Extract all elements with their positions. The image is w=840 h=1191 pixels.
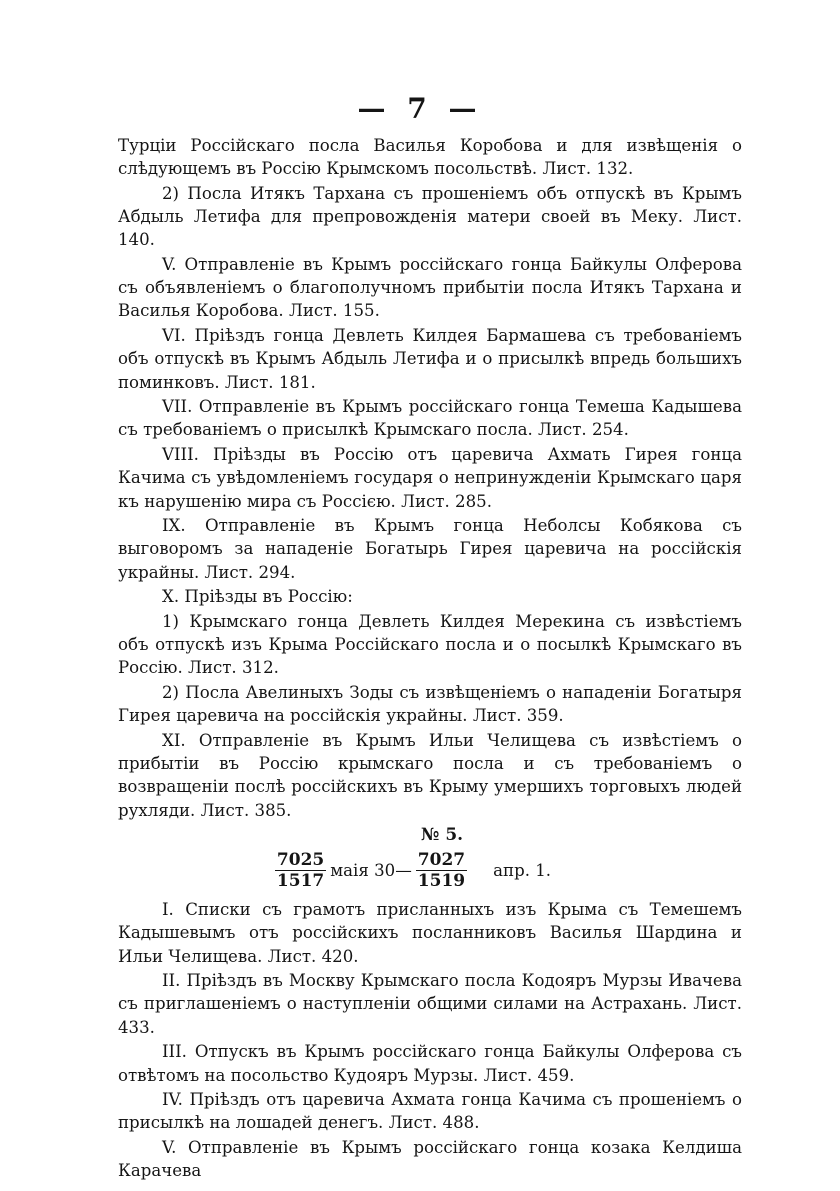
paragraph: III. Отпускъ въ Крымъ россійскаго гонца Байкулы Олферова съ отвѣтомъ на посольство Кудояръ Мурзы. Лист. 459. [118, 1042, 742, 1085]
end-year-fraction [416, 850, 467, 891]
start-date-text: маія 30— [330, 860, 412, 880]
end-year-new-style: 1519 [417, 871, 466, 892]
paragraph: VI. Пріѣздъ гонца Девлеть Килдея Бармашева съ требованіемъ объ отпускѣ въ Крымъ Абдыль Летифа и о присылкѣ впредь большихъ поминковъ. Лист. 181. [118, 326, 742, 392]
paragraph: IX. Отправленіе въ Крымъ гонца Неболсы Кобякова съ выговоромъ за нападеніе Богатырь Гирея царевича на россійскія украйны. Лист. 294. [118, 516, 742, 582]
section-number: № 5. [420, 824, 464, 845]
paragraph: VII. Отправленіе въ Крымъ россійскаго гонца Темеша Кадышева съ требованіемъ о присылкѣ Крымскаго посла. Лист. 254. [118, 397, 742, 440]
date-range [118, 850, 742, 891]
paragraph: V. Отправленіе въ Крымъ россійскаго гонца Байкулы Олферова съ объявленіемъ о благополучномъ прибытіи посла Итякъ Тархана и Василья Коробова. Лист. 155. [118, 255, 742, 321]
paragraph: I. Списки съ грамотъ присланныхъ изъ Крыма съ Темешемъ Кадышевымъ отъ россійскихъ посланниковъ Василья Шардина и Ильи Челищева. Лист. 420. [118, 900, 742, 966]
paragraph: VIII. Пріѣзды въ Россію отъ царевича Ахмать Гирея гонца Качима съ увѣдомленіемъ государя о непринужденіи Крымскаго царя къ нарушенію мира съ Россією. Лист. 285. [118, 445, 742, 511]
paragraph: 2) Посла Итякъ Тархана съ прошеніемъ объ отпускѣ въ Крымъ Абдыль Летифа для препровожденія матери своей въ Меку. Лист. 140. [118, 183, 742, 250]
paragraph: V. Отправленіе въ Крымъ россійскаго гонца козака Келдиша Карачева [118, 1138, 742, 1181]
paragraph: Турціи Россійскаго посла Василья Коробова и для извѣщенія о слѣдующемъ въ Россію Крымскомъ посольствѣ. Лист. 132. [118, 136, 742, 179]
paragraph: II. Пріѣздъ въ Москву Крымскаго посла Кодояръ Мурзы Ивачева съ приглашеніемъ о наступленіи общими силами на Астрахань. Лист. 433. [118, 971, 742, 1037]
start-year-fraction [275, 850, 326, 891]
end-year-old-style: 7027 [417, 850, 466, 871]
paragraph: 2) Посла Авелиныхъ Зоды съ извѣщеніемъ о нападеніи Богатыря Гирея царевича на россійскія украйны. Лист. 359. [118, 683, 742, 726]
document-body [118, 134, 742, 1184]
start-year-old-style: 7025 [276, 850, 325, 871]
paragraph: XI. Отправленіе въ Крымъ Ильи Челищева съ извѣстіемъ о прибытіи въ Россію крымскаго посла и съ требованіемъ о возвращеніи послѣ россійскихъ въ Крыму умершихъ торговыхъ людей рухляди. Лист. 385. [118, 731, 742, 820]
paragraph: IV. Пріѣздъ отъ царевича Ахмата гонца Качима съ прошеніемъ о присылкѣ на лошадей денегъ. Лист. 488. [118, 1090, 742, 1133]
page-number: — 7 — [357, 92, 483, 125]
paragraph: 1) Крымскаго гонца Девлеть Килдея Мерекина съ извѣстіемъ объ отпускѣ изъ Крыма Россійскаго посла и о посылкѣ Крымскаго въ Россію. Лист. 312. [118, 612, 742, 678]
start-year-new-style: 1517 [276, 871, 325, 892]
paragraph: X. Пріѣзды въ Россію: [162, 587, 353, 607]
end-date-text: апр. 1. [493, 860, 552, 880]
